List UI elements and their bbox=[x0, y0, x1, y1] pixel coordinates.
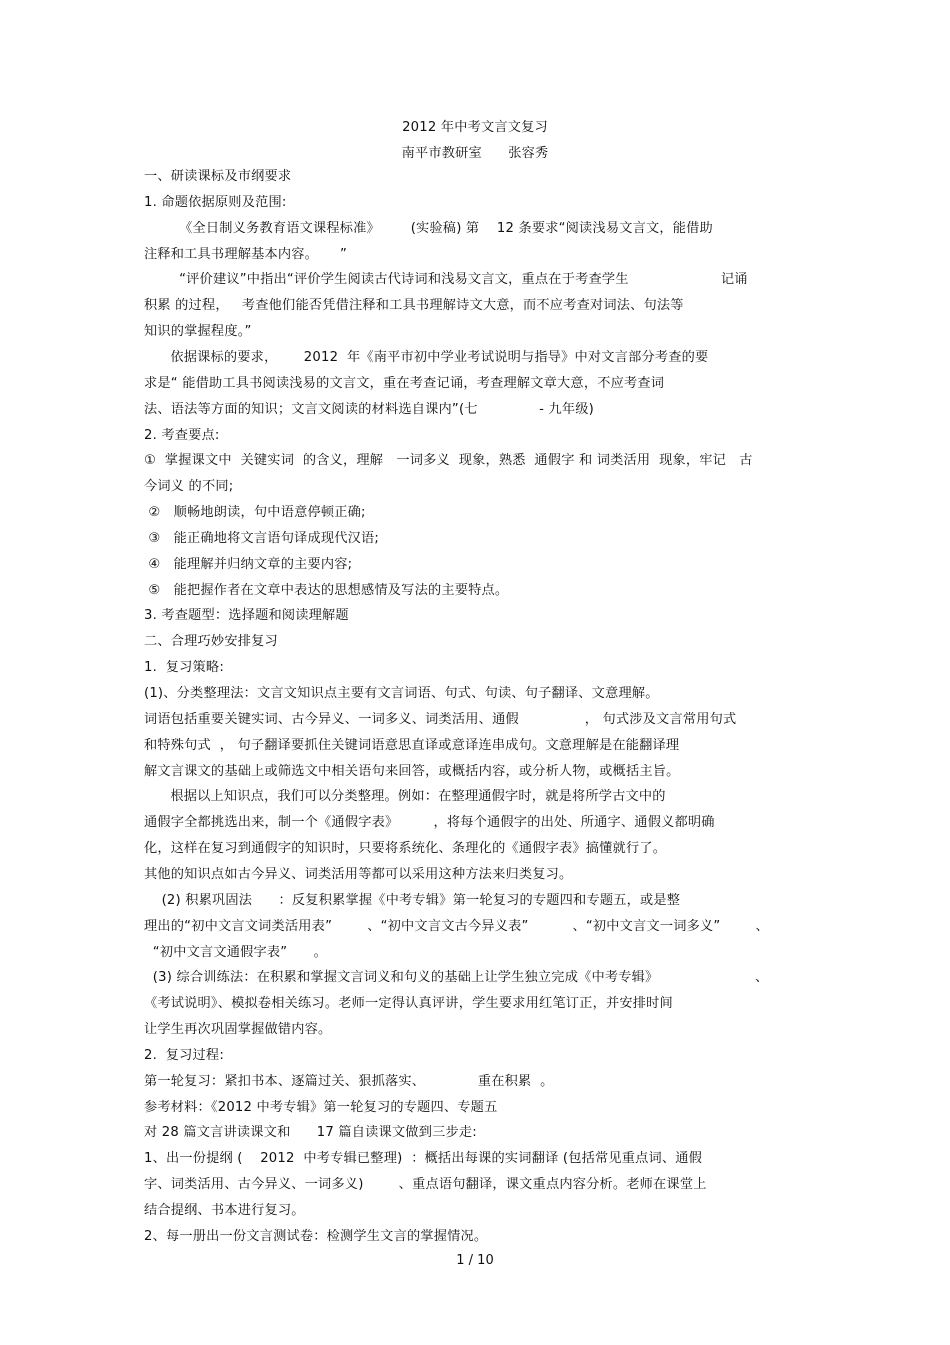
body-line: (2) 积累巩固法 ：反复积累掌握《中考专辑》第一轮复习的专题四和专题五，或是整 bbox=[144, 893, 681, 908]
body-line: 通假字全都挑选出来，制一个《通假字表》 ，将每个通假字的出处、所通字、通假义都明确 bbox=[144, 815, 715, 830]
body-line: 让学生再次巩固掌握做错内容。 bbox=[144, 1022, 332, 1037]
body-line: 1、出一份提纲 ( 2012 中考专辑已整理) ：概括出每课的实词翻译 (包括常见重点词、通假 bbox=[144, 1151, 703, 1166]
body-line: 其他的知识点如古今异义、词类活用等都可以采用这种方法来归类复习。 bbox=[144, 867, 573, 882]
body-line: 二、合理巧妙安排复习 bbox=[144, 634, 278, 649]
body-line: 积累 的过程， 考查他们能否凭借注释和工具书理解诗文大意，而不应考查对词法、句法等 bbox=[144, 298, 684, 313]
body-line: 《考试说明》、模拟卷相关练习。老师一定得认真评讲，学生要求用红笔订正，并安排时间 bbox=[144, 996, 673, 1011]
body-line: 3. 考查题型：选择题和阅读理解题 bbox=[144, 608, 349, 623]
body-line: 依据课标的要求， 2012 年《南平市初中学业考试说明与指导》中对文言部分考查的要 bbox=[144, 350, 709, 365]
body-line: 第一轮复习：紧扣书本、逐篇过关、狠抓落实、 重在积累 。 bbox=[144, 1074, 554, 1089]
body-line: (3) 综合训练法：在积累和掌握文言词义和句义的基础上让学生独立完成《中考专辑》 、 bbox=[144, 970, 769, 985]
body-line: 知识的掌握程度。” bbox=[144, 324, 252, 339]
body-line: 2. 考查要点: bbox=[144, 428, 220, 443]
body-line: ① 掌握课文中 关键实词 的含义，理解 一词多义 现象，熟悉 通假字 和 词类活用 现象，牢记 古 bbox=[144, 453, 753, 468]
body-line: 理出的“初中文言文词类活用表” 、“初中文言文古今异义表” 、“初中文言文一词多义” 、 bbox=[144, 919, 769, 934]
document-author: 南平市教研室 张容秀 bbox=[401, 146, 549, 161]
body-line: 《全日制义务教育语文课程标准》 (实验稿) 第 12 条要求“阅读浅易文言文，能借助 bbox=[144, 221, 713, 236]
body-line: 注释和工具书理解基本内容。 ” bbox=[144, 247, 348, 262]
body-line: 法、语法等方面的知识；文言文阅读的材料选自课内”(七 - 九年级) bbox=[144, 402, 595, 417]
body-line: ② 顺畅地朗读，句中语意停顿正确; bbox=[144, 505, 366, 520]
body-line: ④ 能理解并归纳文章的主要内容; bbox=[144, 557, 353, 572]
body-line: 今词义 的不同; bbox=[144, 479, 234, 494]
body-line: 1. 命题依据原则及范围: bbox=[144, 195, 287, 210]
body-line: 求是“ 能借助工具书阅读浅易的文言文，重在考查记诵，考查理解文章大意，不应考查词 bbox=[144, 376, 665, 391]
page-number: 1 / 10 bbox=[456, 1253, 494, 1268]
body-line: 2. 复习过程: bbox=[144, 1048, 224, 1063]
body-line: 对 28 篇文言讲读课文和 17 篇自读课文做到三步走: bbox=[144, 1125, 477, 1140]
body-line: 词语包括重要关键实词、古今异义、一词多义、词类活用、通假 ， 句式涉及文言常用句式 bbox=[144, 712, 737, 727]
document-title: 2012 年中考文言文复习 bbox=[402, 120, 548, 135]
body-line: 根据以上知识点，我们可以分类整理。例如：在整理通假字时，就是将所学古文中的 bbox=[144, 789, 666, 804]
body-line: 化，这样在复习到通假字的知识时，只要将系统化、条理化的《通假字表》搞懂就行了。 bbox=[144, 841, 667, 856]
body-line: 一、研读课标及市纲要求 bbox=[144, 169, 292, 184]
body-line: 解文言课文的基础上或筛选文中相关语句来回答，或概括内容，或分析人物，或概括主旨。 bbox=[144, 764, 680, 779]
body-line: ⑤ 能把握作者在文章中表达的思想感情及写法的主要特点。 bbox=[144, 583, 509, 598]
body-line: 参考材料：《2012 中考专辑》第一轮复习的专题四、专题五 bbox=[144, 1100, 498, 1115]
body-line: 1. 复习策略: bbox=[144, 660, 224, 675]
body-line: “初中文言文通假字表” 。 bbox=[144, 945, 328, 960]
body-line: 结合提纲、书本进行复习。 bbox=[144, 1203, 305, 1218]
body-line: 和特殊句式 ， 句子翻译要抓住关键词语意思直译或意译连串成句。文意理解是在能翻译理 bbox=[144, 738, 680, 753]
body-line: ③ 能正确地将文言语句译成现代汉语; bbox=[144, 531, 380, 546]
body-line: “评价建议”中指出“评价学生阅读古代诗词和浅易文言文，重点在于考查学生 记诵 bbox=[144, 272, 748, 287]
body-line: 2、每一册出一份文言测试卷：检测学生文言的掌握情况。 bbox=[144, 1229, 488, 1244]
body-line: (1)、分类整理法：文言文知识点主要有文言词语、句式、句读、句子翻译、文意理解。 bbox=[144, 686, 659, 701]
body-line: 字、词类活用、古今异义、一词多义) 、重点语句翻译，课文重点内容分析。老师在课堂上 bbox=[144, 1177, 707, 1192]
